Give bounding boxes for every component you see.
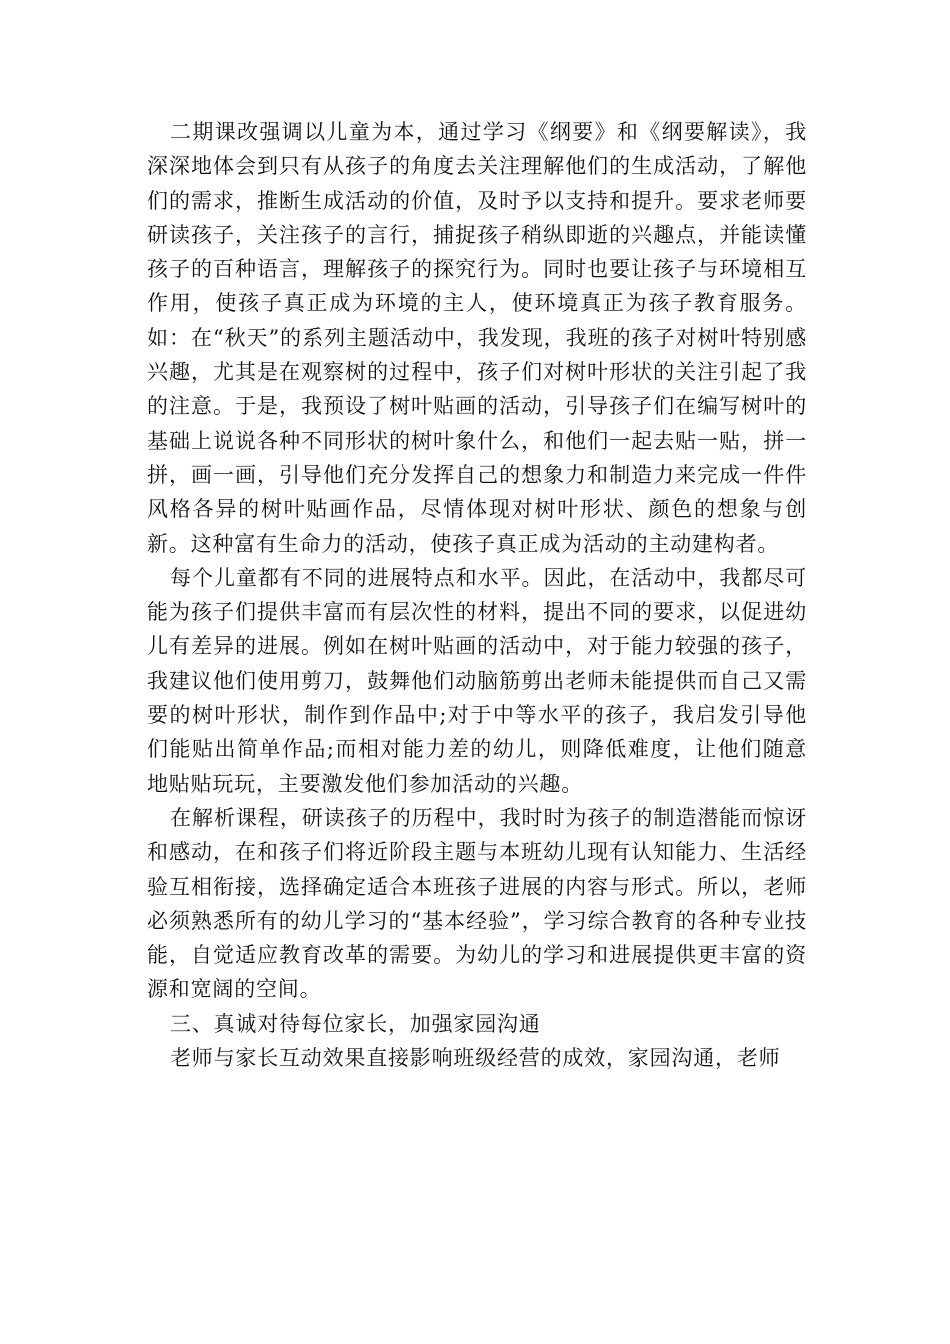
paragraph-child-centered: 二期课改强调以儿童为本，通过学习《纲要》和《纲要解读》，我深深地体会到只有从孩子的角度去关注理解他们的生成活动，了解他们的需求，推断生成活动的价值，及时予以支持和提升。要求老师要研读孩子，关注孩子的言行，捕捉孩子稍纵即逝的兴趣点，并能读懂孩子的百种语言，理解孩子的探究行为。同时也要让孩子与环境相互作用，使孩子真正成为环境的主人，使环境真正为孩子教育服务。如：在“秋天”的系列主题活动中，我发现，我班的孩子对树叶特别感兴趣，尤其是在观察树的过程中，孩子们对树叶形状的关注引起了我的注意。于是，我预设了树叶贴画的活动，引导孩子们在编写树叶的基础上说说各种不同形状的树叶象什么，和他们一起去贴一贴，拼一拼，画一画，引导他们充分发挥自己的想象力和制造力来完成一件件风格各异的树叶贴画作品，尽情体现对树叶形状、颜色的想象与创新。这种富有生命力的活动，使孩子真正成为活动的主动建构者。 xyxy=(147,120,807,556)
paragraph-curriculum-analysis: 在解析课程，研读孩子的历程中，我时时为孩子的制造潜能而惊讶和感动，在和孩子们将近阶段主题与本班幼儿现有认知能力、生活经验互相衔接，选择确定适合本班孩子进展的内容与形式。所以，老师必须熟悉所有的幼儿学习的“基本经验”，学习综合教育的各种专业技能，自觉适应教育改革的需要。为幼儿的学习和进展提供更丰富的资源和宽阔的空间。 xyxy=(147,805,807,1002)
document-body xyxy=(147,115,807,1075)
paragraph-individual-differences: 每个儿童都有不同的进展特点和水平。因此，在活动中，我都尽可能为孩子们提供丰富而有层次性的材料，提出不同的要求，以促进幼儿有差异的进展。例如在树叶贴画的活动中，对于能力较强的孩子，我建议他们使用剪刀，鼓舞他们动脑筋剪出老师未能提供而自己又需要的树叶形状，制作到作品中;对于中等水平的孩子，我启发引导他们能贴出简单作品;而相对能力差的幼儿，则降低难度，让他们随意地贴贴玩玩，主要激发他们参加活动的兴趣。 xyxy=(147,565,807,796)
paragraph-home-school: 老师与家长互动效果直接影响班级经营的成效，家园沟通，老师 xyxy=(170,1046,781,1071)
section-heading: 三、真诚对待每位家长，加强家园沟通 xyxy=(170,1011,541,1036)
